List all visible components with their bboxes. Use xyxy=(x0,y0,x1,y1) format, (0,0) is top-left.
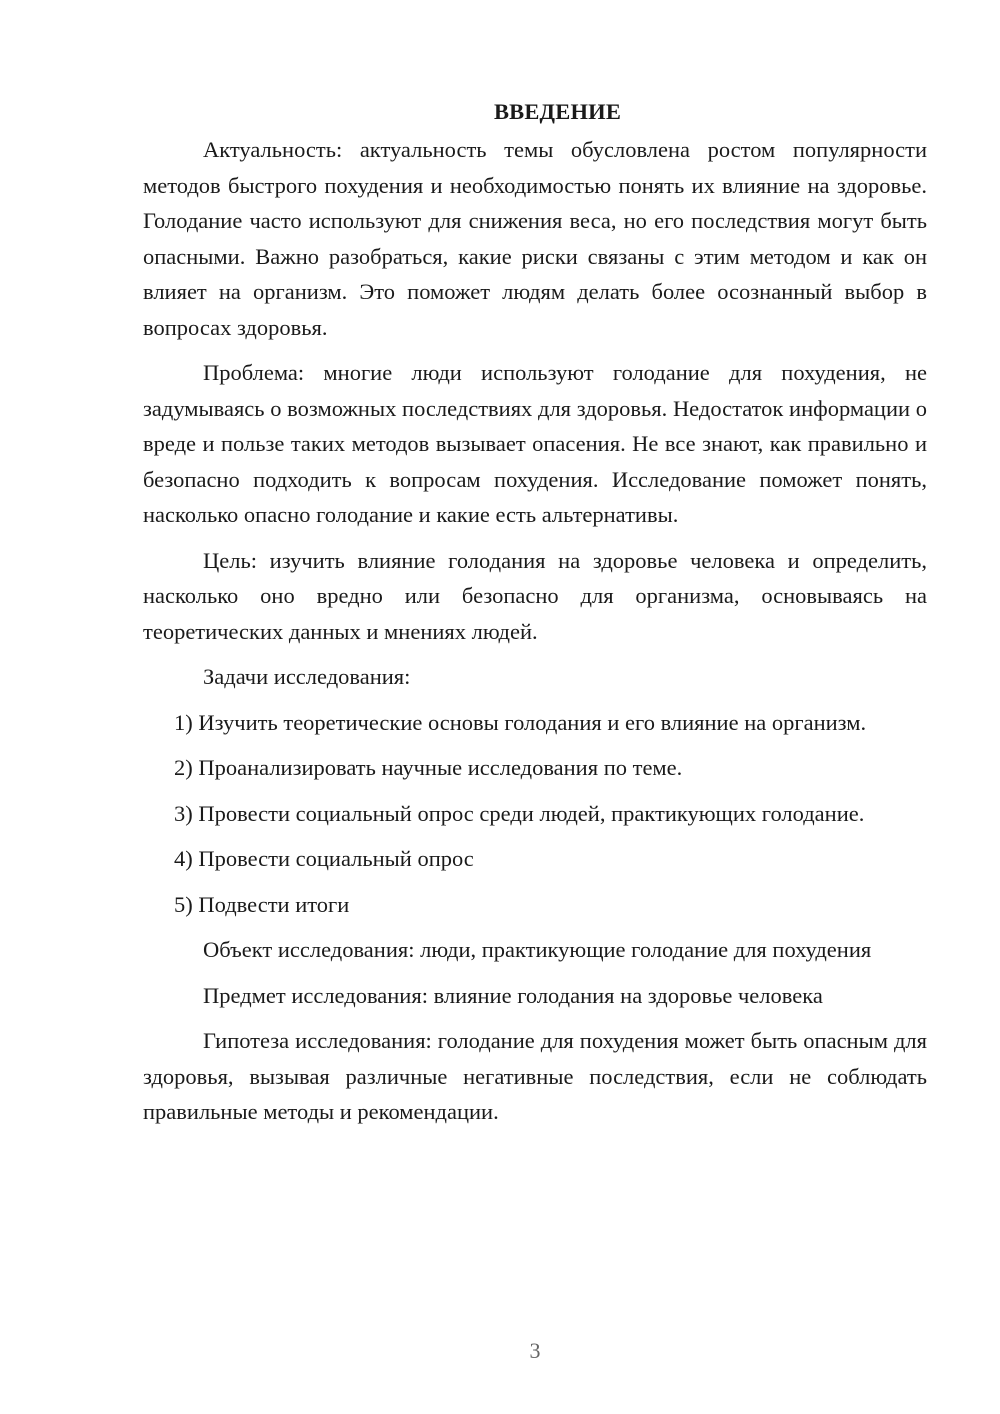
relevance-paragraph: Актуальность: актуальность темы обусловлена ростом популярности методов быстрого похудения и необходимостью понять их влияние на здоровье. Голодание часто используют для снижения веса, но его последствия могут быть опасными. Важно разобраться, какие риски связаны с этим методом и как он влияет на организм. Это поможет людям делать более осознанный выбор в вопросах здоровья. xyxy=(143,137,927,340)
goal-paragraph: Цель: изучить влияние голодания на здоровье человека и определить, насколько оно вредно или безопасно для организма, основываясь на теоретических данных и мнениях людей. xyxy=(143,547,927,644)
problem-paragraph: Проблема: многие люди используют голодание для похудения, не задумываясь о возможных последствиях для здоровья. Недостаток информации о вреде и пользе таких методов вызывает опасения. Не все знают, как правильно и безопасно подходить к вопросам похудения. Исследование поможет понять, насколько опасно голодание и какие есть альтернативы. xyxy=(143,360,927,527)
task-item: 1) Изучить теоретические основы голодания и его влияние на организм. xyxy=(174,709,867,735)
task-item: 5) Подвести итоги xyxy=(174,891,350,917)
tasks-title: Задачи исследования: xyxy=(203,664,411,689)
task-item: 2) Проанализировать научные исследования по теме. xyxy=(174,755,683,780)
task-item: 3) Провести социальный опрос среди людей, практикующих голодание. xyxy=(174,800,865,826)
section-heading: ВВЕДЕНИЕ xyxy=(493,99,622,124)
hypothesis-paragraph: Гипотеза исследования: голодание для похудения может быть опасным для здоровья, вызывая различные негативные последствия, если не соблюдать правильные методы и рекомендации. xyxy=(143,1028,927,1124)
page-content xyxy=(143,92,927,1140)
subject-paragraph: Предмет исследования: влияние голодания на здоровье человека xyxy=(203,982,823,1008)
object-paragraph: Объект исследования: люди, практикующие голодание для похудения xyxy=(203,937,872,962)
page-number: 3 xyxy=(529,1338,541,1363)
task-item: 4) Провести социальный опрос xyxy=(174,846,474,871)
